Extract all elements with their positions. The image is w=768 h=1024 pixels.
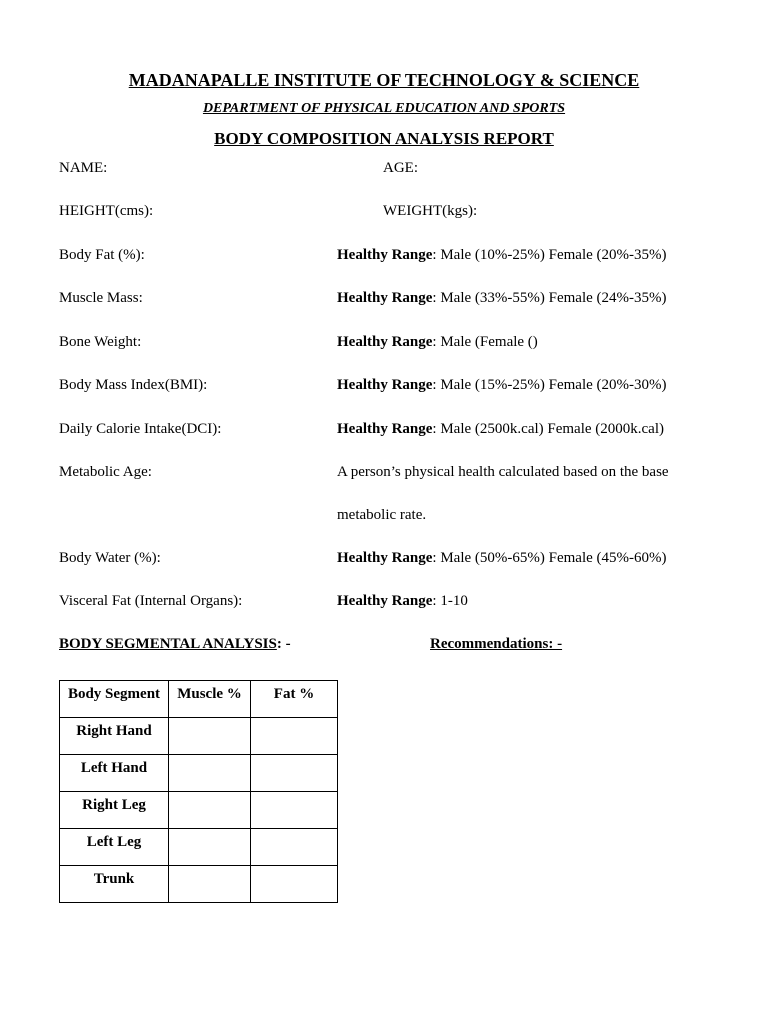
healthy-range-label: Healthy Range	[337, 550, 433, 566]
fat-cell	[251, 829, 338, 866]
body-fat-label: Body Fat (%):	[59, 247, 145, 263]
metabolic-description-line2: metabolic rate.	[337, 507, 427, 523]
healthy-range-label: Healthy Range	[337, 290, 433, 306]
body-water-range	[337, 550, 667, 567]
visceral-fat-range-value: : 1-10	[432, 593, 468, 609]
fat-cell	[251, 866, 338, 903]
dci-label: Daily Calorie Intake(DCI):	[59, 421, 222, 437]
institute-title: MADANAPALLE INSTITUTE OF TECHNOLOGY & SCIENCE	[128, 70, 640, 90]
visceral-fat-range	[337, 593, 468, 610]
segmental-analysis-title: BODY SEGMENTAL ANALYSIS	[59, 636, 277, 652]
report-title: BODY COMPOSITION ANALYSIS REPORT	[214, 129, 554, 148]
bmi-range	[337, 377, 667, 394]
table-row	[60, 755, 338, 792]
height-label: HEIGHT(cms):	[59, 203, 154, 219]
column-header: Body Segment	[60, 681, 169, 718]
visceral-fat-label: Visceral Fat (Internal Organs):	[59, 593, 243, 609]
table-row	[60, 792, 338, 829]
segment-name: Left Leg	[60, 829, 169, 866]
table-row	[60, 718, 338, 755]
name-label: NAME:	[59, 160, 108, 176]
bmi-range-value: : Male (15%-25%) Female (20%-30%)	[432, 377, 667, 393]
fat-cell	[251, 792, 338, 829]
segment-name: Right Leg	[60, 792, 169, 829]
department-subtitle: DEPARTMENT OF PHYSICAL EDUCATION AND SPORTS	[202, 101, 566, 116]
muscle-mass-label: Muscle Mass:	[59, 290, 143, 306]
bone-weight-range-value: : Male (Female ()	[432, 334, 538, 350]
fat-cell	[251, 755, 338, 792]
dci-range	[337, 421, 664, 438]
age-label: AGE:	[383, 160, 418, 176]
bmi-label: Body Mass Index(BMI):	[59, 377, 208, 393]
table-header-row	[60, 681, 338, 718]
bone-weight-range	[337, 334, 538, 351]
muscle-cell	[169, 755, 251, 792]
muscle-mass-range-value: : Male (33%-55%) Female (24%-35%)	[432, 290, 667, 306]
metabolic-description-line1: A person’s physical health calculated based on the base	[337, 464, 669, 480]
table-row	[60, 829, 338, 866]
healthy-range-label: Healthy Range	[337, 377, 433, 393]
segmental-analysis-heading	[59, 636, 291, 653]
body-fat-range	[337, 247, 667, 264]
segment-name: Trunk	[60, 866, 169, 903]
column-header: Fat %	[251, 681, 338, 718]
muscle-cell	[169, 718, 251, 755]
segment-name: Right Hand	[60, 718, 169, 755]
segmental-table	[59, 680, 338, 903]
healthy-range-label: Healthy Range	[337, 593, 433, 609]
table-row	[60, 866, 338, 903]
dci-range-value: : Male (2500k.cal) Female (2000k.cal)	[432, 421, 665, 437]
fat-cell	[251, 718, 338, 755]
column-header: Muscle %	[169, 681, 251, 718]
muscle-cell	[169, 829, 251, 866]
bone-weight-label: Bone Weight:	[59, 334, 142, 350]
segment-name: Left Hand	[60, 755, 169, 792]
weight-label: WEIGHT(kgs):	[383, 203, 478, 219]
body-water-range-value: : Male (50%-65%) Female (45%-60%)	[432, 550, 667, 566]
muscle-cell	[169, 866, 251, 903]
metabolic-age-label: Metabolic Age:	[59, 464, 152, 480]
body-fat-range-value: : Male (10%-25%) Female (20%-35%)	[432, 247, 667, 263]
segmental-analysis-suffix: : -	[276, 636, 291, 652]
recommendations-heading: Recommendations: -	[430, 636, 563, 652]
healthy-range-label: Healthy Range	[337, 247, 433, 263]
healthy-range-label: Healthy Range	[337, 334, 433, 350]
body-water-label: Body Water (%):	[59, 550, 161, 566]
muscle-cell	[169, 792, 251, 829]
muscle-mass-range	[337, 290, 667, 307]
healthy-range-label: Healthy Range	[337, 421, 433, 437]
